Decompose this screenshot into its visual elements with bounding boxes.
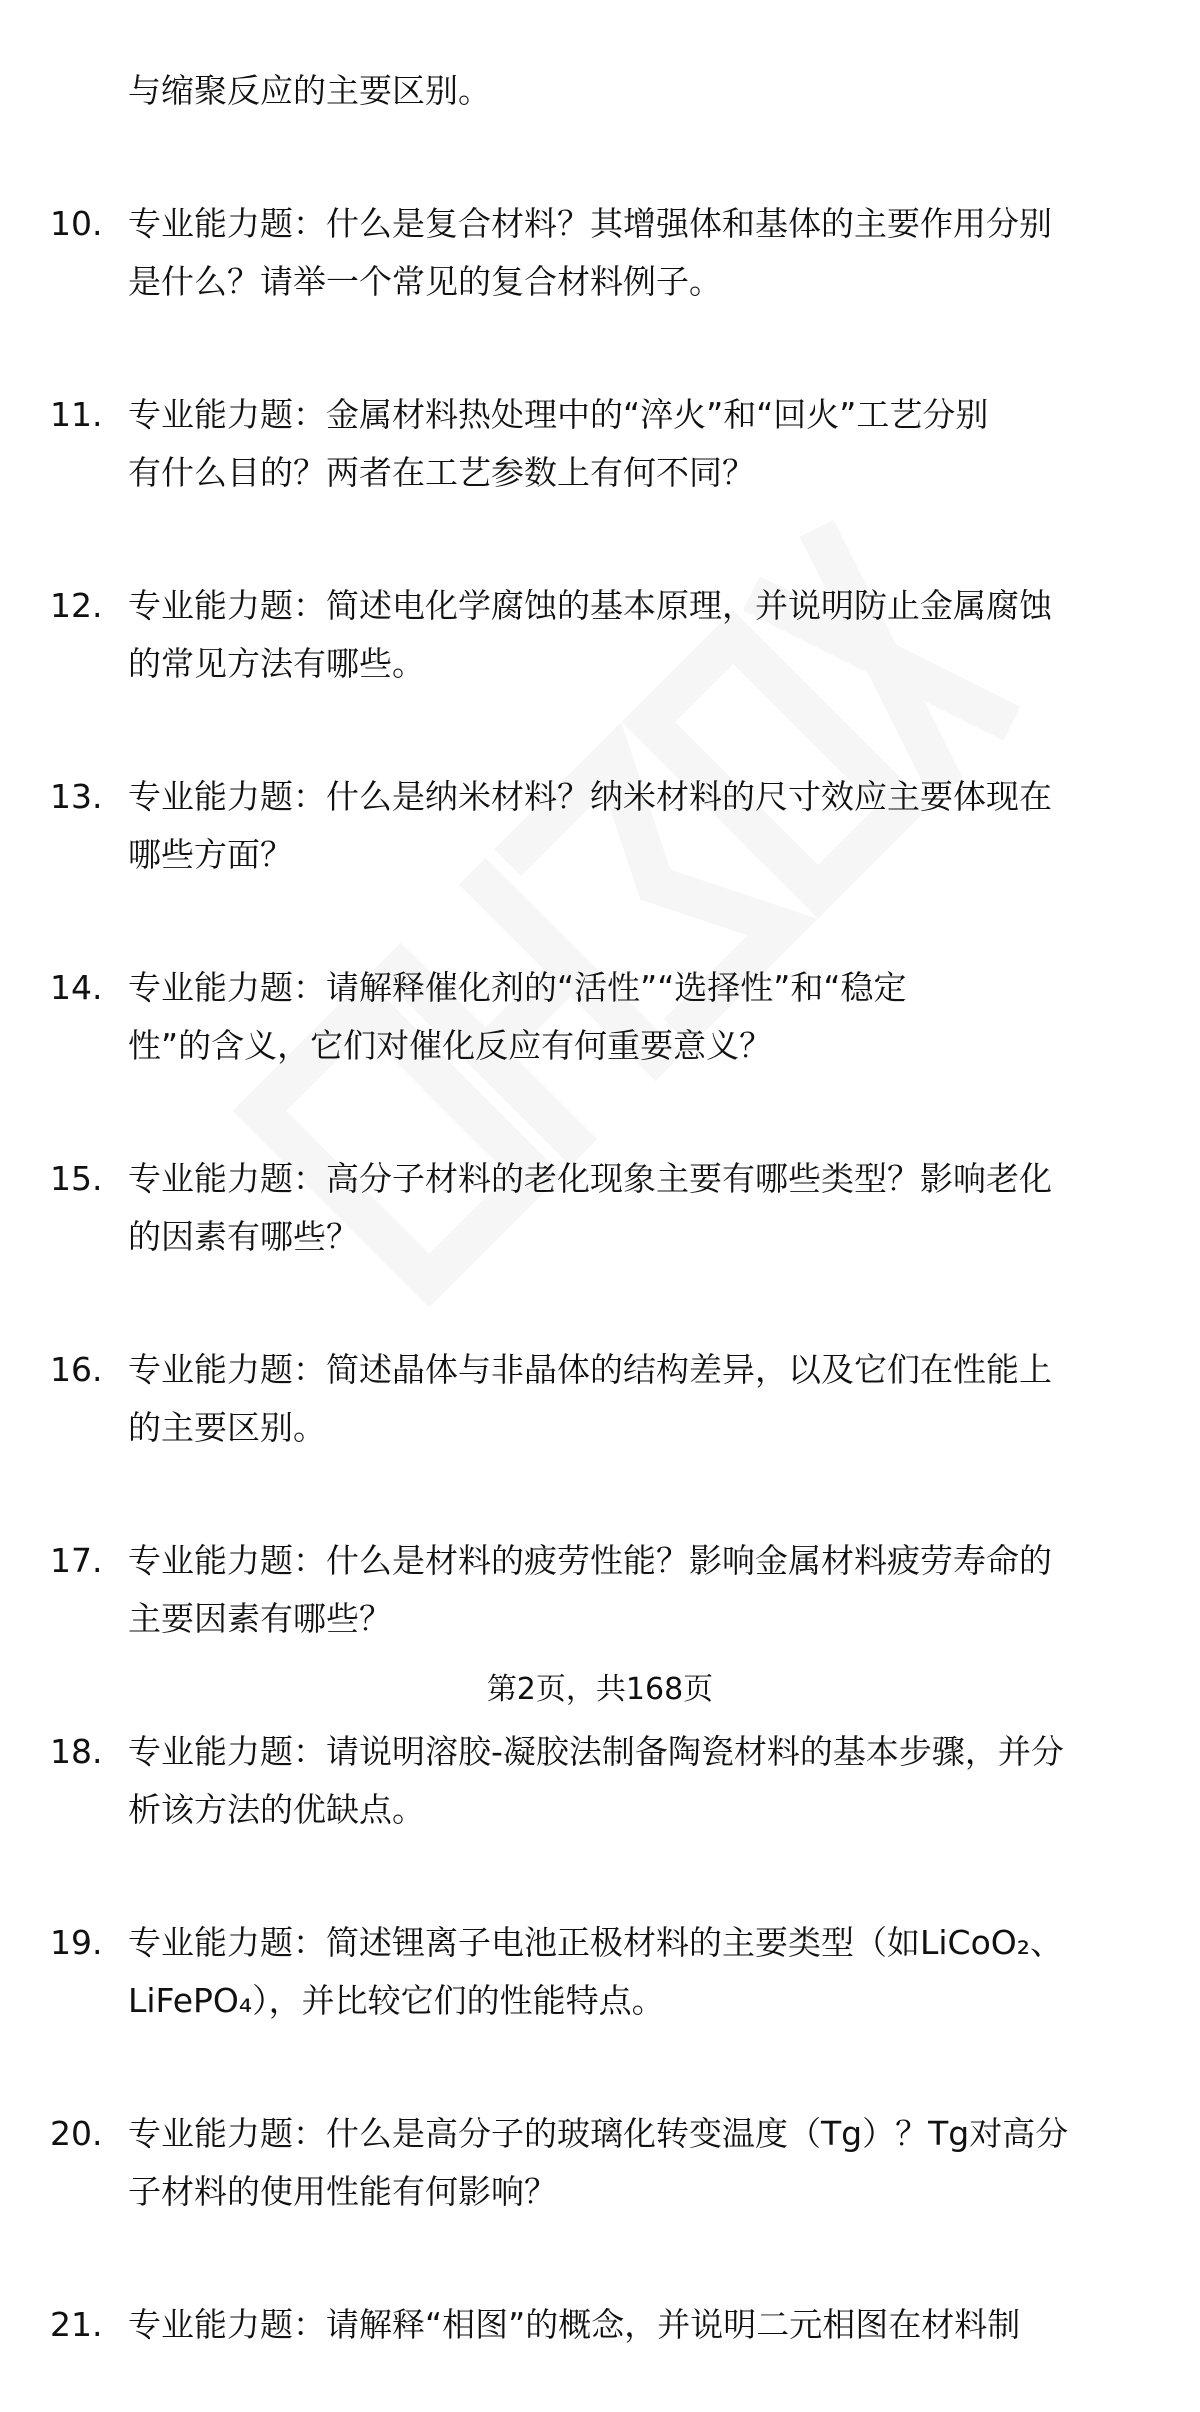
question-text bbox=[128, 577, 1148, 693]
question-item bbox=[0, 195, 1200, 311]
question-line: 专业能力题：什么是材料的疲劳性能？影响金属材料疲劳寿命的 bbox=[128, 1541, 1052, 1580]
question-line: 的因素有哪些？ bbox=[128, 1217, 359, 1256]
question-line: 有什么目的？两者在工艺参数上有何不同？ bbox=[128, 453, 755, 492]
question-text bbox=[128, 959, 1148, 1075]
question-item bbox=[0, 2105, 1200, 2221]
question-line: 是什么？请举一个常见的复合材料例子。 bbox=[128, 262, 722, 301]
question-line: 专业能力题：请说明溶胶-凝胶法制备陶瓷材料的基本步骤，并分 bbox=[128, 1732, 1064, 1771]
question-line: 的主要区别。 bbox=[128, 1408, 326, 1447]
question-item bbox=[0, 1341, 1200, 1457]
question-item bbox=[0, 1723, 1200, 1839]
question-line: 专业能力题：简述晶体与非晶体的结构差异，以及它们在性能上 bbox=[128, 1350, 1052, 1389]
question-number: 17. bbox=[50, 1541, 103, 1580]
question-number: 11. bbox=[50, 395, 103, 434]
question-line: 专业能力题：什么是纳米材料？纳米材料的尺寸效应主要体现在 bbox=[128, 777, 1052, 816]
continuation-text: 与缩聚反应的主要区别。 bbox=[128, 71, 491, 110]
question-number: 13. bbox=[50, 777, 103, 816]
question-line: 析该方法的优缺点。 bbox=[128, 1790, 425, 1829]
question-text bbox=[128, 386, 1148, 502]
question-item bbox=[0, 1150, 1200, 1266]
question-text bbox=[128, 1532, 1148, 1648]
question-line: 专业能力题：简述电化学腐蚀的基本原理，并说明防止金属腐蚀 bbox=[128, 586, 1052, 625]
question-text bbox=[128, 195, 1148, 311]
question-item bbox=[0, 2296, 1200, 2412]
question-text bbox=[128, 1150, 1148, 1266]
question-line: 的常见方法有哪些。 bbox=[128, 644, 425, 683]
question-line: LiFePO₄），并比较它们的性能特点。 bbox=[128, 1981, 665, 2020]
question-item bbox=[0, 577, 1200, 693]
question-number: 21. bbox=[50, 2305, 103, 2344]
question-number: 14. bbox=[50, 968, 103, 1007]
question-line: 子材料的使用性能有何影响？ bbox=[128, 2172, 557, 2211]
question-line: 性”的含义，它们对催化反应有何重要意义？ bbox=[128, 1026, 773, 1065]
question-text bbox=[128, 1341, 1148, 1457]
question-line: 专业能力题：什么是复合材料？其增强体和基体的主要作用分别 bbox=[128, 204, 1052, 243]
question-line: 专业能力题：简述锂离子电池正极材料的主要类型（如LiCoO₂、 bbox=[128, 1923, 1063, 1962]
question-number: 19. bbox=[50, 1923, 103, 1962]
question-number: 12. bbox=[50, 586, 103, 625]
question-number: 20. bbox=[50, 2114, 103, 2153]
question-text bbox=[128, 768, 1148, 884]
question-text bbox=[128, 2105, 1148, 2221]
question-item bbox=[0, 768, 1200, 884]
question-number: 15. bbox=[50, 1159, 103, 1198]
question-item bbox=[0, 1532, 1200, 1648]
question-list bbox=[0, 62, 1200, 2412]
question-line: 主要因素有哪些？ bbox=[128, 1599, 392, 1638]
question-line: 专业能力题：高分子材料的老化现象主要有哪些类型？影响老化 bbox=[128, 1159, 1052, 1198]
page-footer: 第2页，共168页 bbox=[486, 1672, 714, 1707]
question-line: 专业能力题：金属材料热处理中的“淬火”和“回火”工艺分别 bbox=[128, 395, 989, 434]
question-item bbox=[0, 959, 1200, 1075]
question-number: 18. bbox=[50, 1732, 103, 1771]
question-number: 16. bbox=[50, 1350, 103, 1389]
question-line: 专业能力题：请解释催化剂的“活性”“选择性”和“稳定 bbox=[128, 968, 907, 1007]
question-line: 哪些方面？ bbox=[128, 835, 293, 874]
question-line: 专业能力题：什么是高分子的玻璃化转变温度（Tg）？Tg对高分 bbox=[128, 2114, 1069, 2153]
question-text bbox=[128, 2296, 1148, 2354]
question-number: 10. bbox=[50, 204, 103, 243]
question-item bbox=[0, 386, 1200, 502]
question-item bbox=[0, 1914, 1200, 2030]
question-text bbox=[128, 1723, 1148, 1839]
question-line: 专业能力题：请解释“相图”的概念，并说明二元相图在材料制 bbox=[128, 2305, 1021, 2344]
question-text bbox=[128, 1914, 1148, 2030]
